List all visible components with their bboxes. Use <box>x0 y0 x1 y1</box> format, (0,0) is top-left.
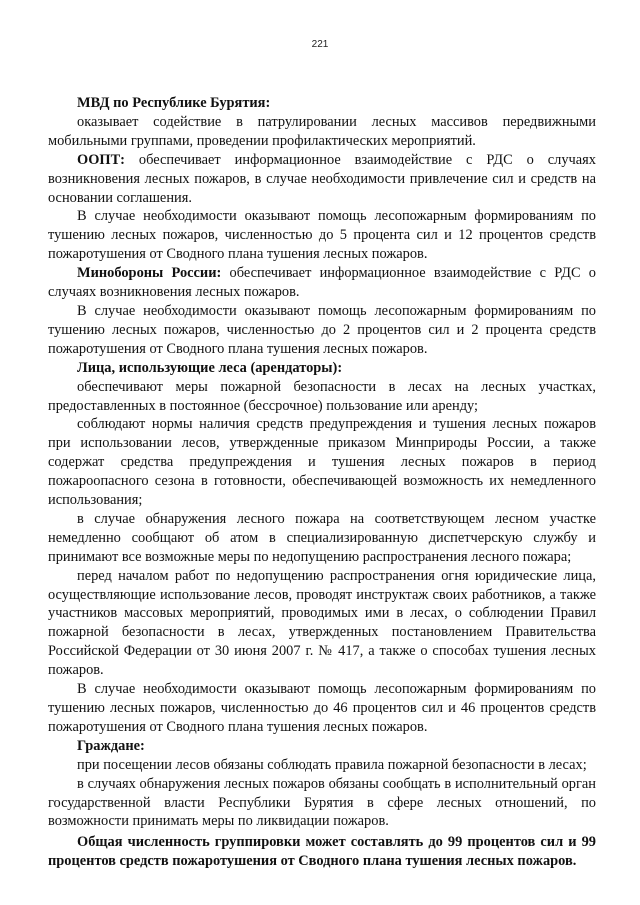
body-text: соблюдают нормы наличия средств предупреждения и тушения лесных пожаров при использовании лесов, утвержденные приказом Минприроды России, а также содержат средства предупреждения и тушения лесных пожаров в период пожароопасного сезона в готовности, обеспечивающей возможность их немедленного использования; <box>48 416 596 509</box>
body-text: обеспечивает информационное взаимодействие с РДС о случаях возникновения лесных пожаров. <box>48 265 596 301</box>
body-text: перед началом работ по недопущению распространения огня юридические лица, осуществляющие использование лесов, проводят инструктаж своих работников, а также участников массовых мероприятий, проводимых ими в лесах, о соблюдении Правил пожарной безопасности в лесах, утвержденных постановлением Правительства Российской Федерации от 30 июня 2007 г. № 417, а также о способах тушения лесных пожаров. <box>48 567 596 679</box>
paragraph-mod <box>48 264 596 302</box>
document-body <box>48 94 596 871</box>
bold-text: Граждане: <box>77 737 145 754</box>
paragraph-oopt <box>48 151 596 208</box>
body-text: В случае необходимости оказывают помощь лесопожарным формированиям по тушению лесных пожаров, численностью до 2 процентов сил и 2 процента средств пожаротушения от Сводного плана тушения лесных пожаров. <box>48 302 596 357</box>
paragraph <box>48 775 596 832</box>
page-number: 221 <box>311 39 329 50</box>
paragraph <box>48 378 596 416</box>
bold-text: Лица, использующие леса (арендаторы): <box>77 359 343 376</box>
body-text: при посещении лесов обязаны соблюдать правила пожарной безопасности в лесах; <box>77 756 587 773</box>
paragraph <box>48 113 596 151</box>
body-text: обеспечивает информационное взаимодействие с РДС о случаях возникновения лесных пожаров, в случае необходимости привлечение сил и средств на основании соглашения. <box>48 151 596 206</box>
bold-text: МВД по Республике Бурятия: <box>77 95 271 111</box>
paragraph <box>48 415 596 510</box>
body-text: В случае необходимости оказывают помощь лесопожарным формированиям по тушению лесных пожаров, численностью до 46 процентов сил и 46 процентов средств пожаротушения от Сводного плана тушения лесных пожаров. <box>48 681 596 735</box>
paragraph <box>48 207 596 264</box>
paragraph <box>48 302 596 359</box>
paragraph <box>48 680 596 737</box>
body-text: в случаях обнаружения лесных пожаров обязаны сообщать в исполнительный орган государственной власти Республики Бурятия в сфере лесных отношений, по возможности принимать меры по ликвидации пожаров. <box>48 775 596 830</box>
body-text: в случае обнаружения лесного пожара на соответствующем лесном участке немедленно сообщают об атом в специализированную диспетчерскую службу и принимают все возможные меры по недопущению распространения лесного пожара; <box>48 510 596 565</box>
body-text: В случае необходимости оказывают помощь лесопожарным формированиям по тушению лесных пожаров, численностью до 5 процента сил и 12 процентов средств пожаротушения от Сводного плана тушения лесных пожаров. <box>48 208 596 263</box>
body-text: оказывает содействие в патрулировании лесных массивов передвижными мобильными группами, проведении профилактических мероприятий. <box>48 113 596 149</box>
heading-tenants <box>48 359 596 378</box>
heading-mvd <box>48 94 596 113</box>
paragraph <box>48 510 596 567</box>
bold-text: ООПТ: <box>77 151 125 168</box>
bold-text: Минобороны России: <box>77 265 222 282</box>
heading-citizens <box>48 737 596 756</box>
paragraph <box>48 567 596 680</box>
paragraph <box>48 756 596 775</box>
summary-paragraph <box>48 833 596 871</box>
body-text: обеспечивают меры пожарной безопасности в лесах на лесных участках, предоставленных в постоянное (бессрочное) пользование или аренду; <box>48 378 596 414</box>
bold-text: Общая численность группировки может составлять до 99 процентов сил и 99 процентов средств пожаротушения от Сводного плана тушения лесных пожаров. <box>48 834 596 870</box>
